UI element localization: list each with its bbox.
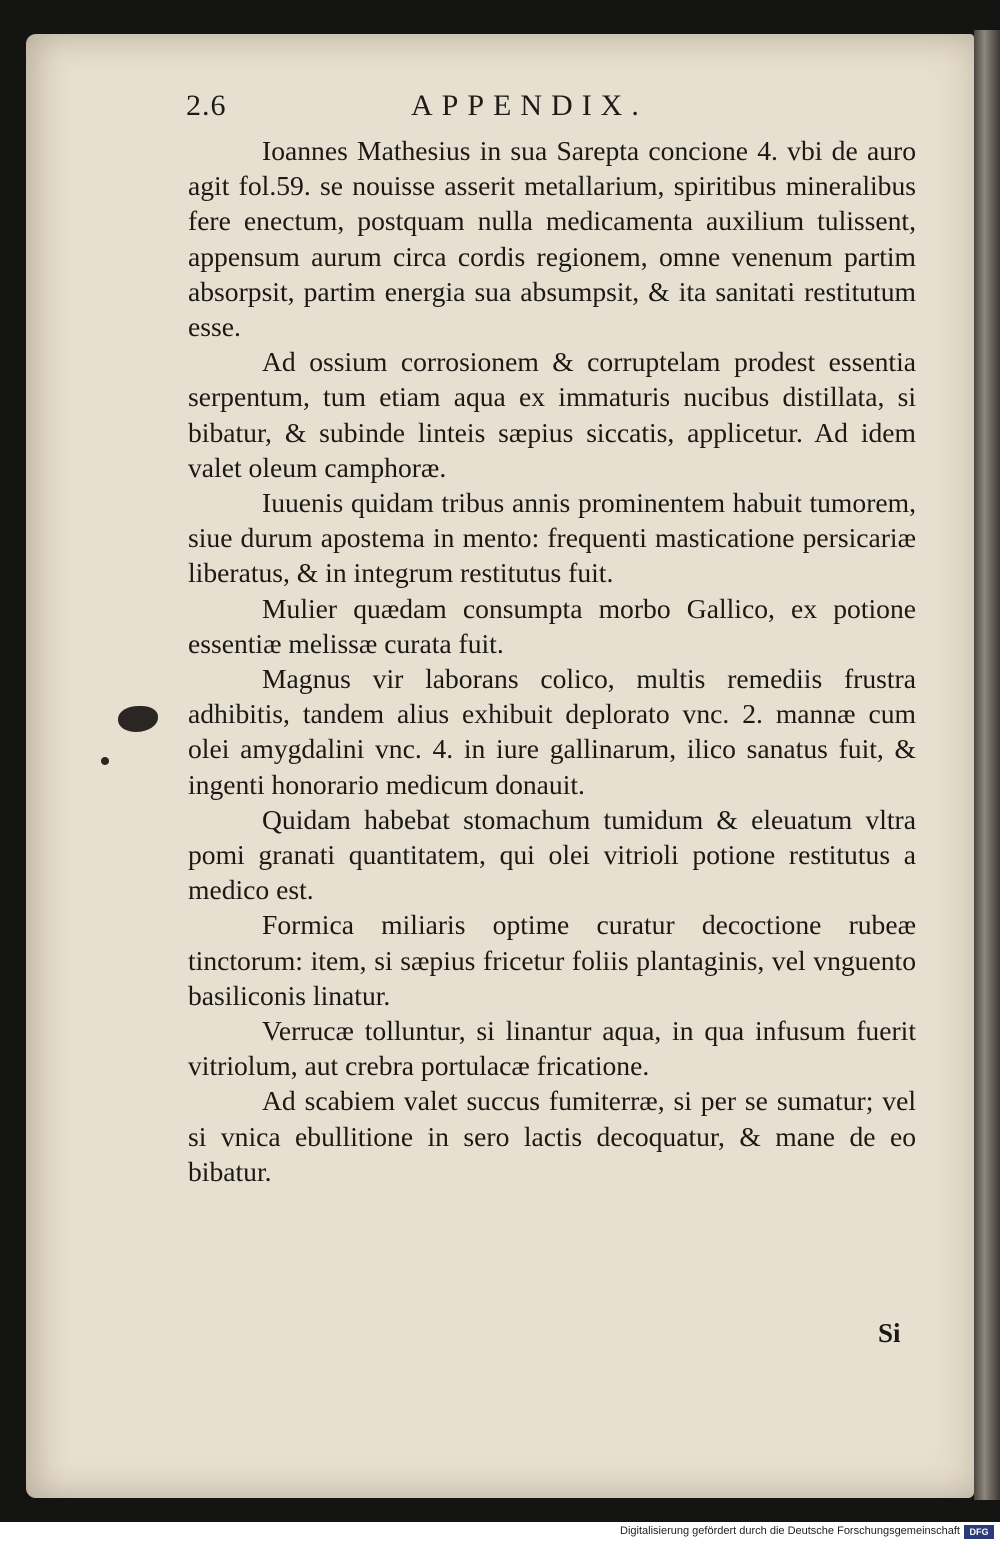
paragraph-7: Formica miliaris optime curatur decoctione rubeæ tinctorum: item, si sæpius fricetur foliis plantaginis, vel vnguento basiliconis linatur.: [188, 909, 916, 1011]
book-edge: [974, 30, 1000, 1500]
paragraph-6: Quidam habebat stomachum tumidum & eleuatum vltra pomi granati quantitatem, qui olei vitrioli potione restitutus a medico est.: [188, 803, 916, 906]
running-head: [186, 88, 906, 124]
funding-credit: Digitalisierung gefördert durch die Deutsche Forschungsgemeinschaft: [620, 1525, 960, 1537]
paragraph-1: Ioannes Mathesius in sua Sarepta concione 4. vbi de auro agit fol.59. se nouisse asserit metallarium, spiritibus mineralibus fere enectum, postquam nulla medicamenta auxilium tulissent, appensum aurum circa cordis regionem, omne venenum partim absorpsit, partim energia sua absumpsit, & ita sanitati restitutum esse.: [188, 135, 916, 343]
ink-dot-mark: [101, 757, 109, 765]
dfg-logo-icon: DFG: [964, 1525, 994, 1539]
catchword: Si: [878, 1318, 901, 1348]
paragraph-3: Iuuenis quidam tribus annis prominentem habuit tumorem, siue durum apostema in mento: frequenti masticatione persicariæ liberatus, & in integrum restitutus fuit.: [188, 487, 916, 589]
paragraph-9: Ad scabiem valet succus fumiterræ, si per se sumatur; vel si vnica ebullitione in sero lactis decoquatur, & mane de eo bibatur.: [188, 1085, 916, 1187]
paragraph-4: Mulier quædam consumpta morbo Gallico, ex potione essentiæ melissæ curata fuit.: [188, 592, 916, 659]
paragraph-2: Ad ossium corrosionem & corruptelam prodest essentia serpentum, tum etiam aqua ex immaturis nucibus distillata, si bibatur, & subinde linteis sæpius siccatis, applicetur. Ad idem valet oleum camphoræ.: [188, 346, 916, 483]
paragraph-5: Magnus vir laborans colico, multis remediis frustra adhibitis, tandem alius exhibuit deplorato vnc. 2. mannæ cum olei amygdalini vnc. 4. in iure gallinarum, ilico sanatus fuit, & ingenti honorario medicum donauit.: [188, 663, 916, 800]
paragraph-8: Verrucæ tolluntur, si linantur aqua, in qua infusum fuerit vitriolum, aut crebra portulacæ fricatione.: [188, 1015, 916, 1082]
page-number: 2.6: [186, 89, 227, 122]
running-title: APPENDIX.: [411, 89, 648, 122]
body-text: [188, 133, 916, 1189]
footer-bar: [0, 1522, 1000, 1543]
